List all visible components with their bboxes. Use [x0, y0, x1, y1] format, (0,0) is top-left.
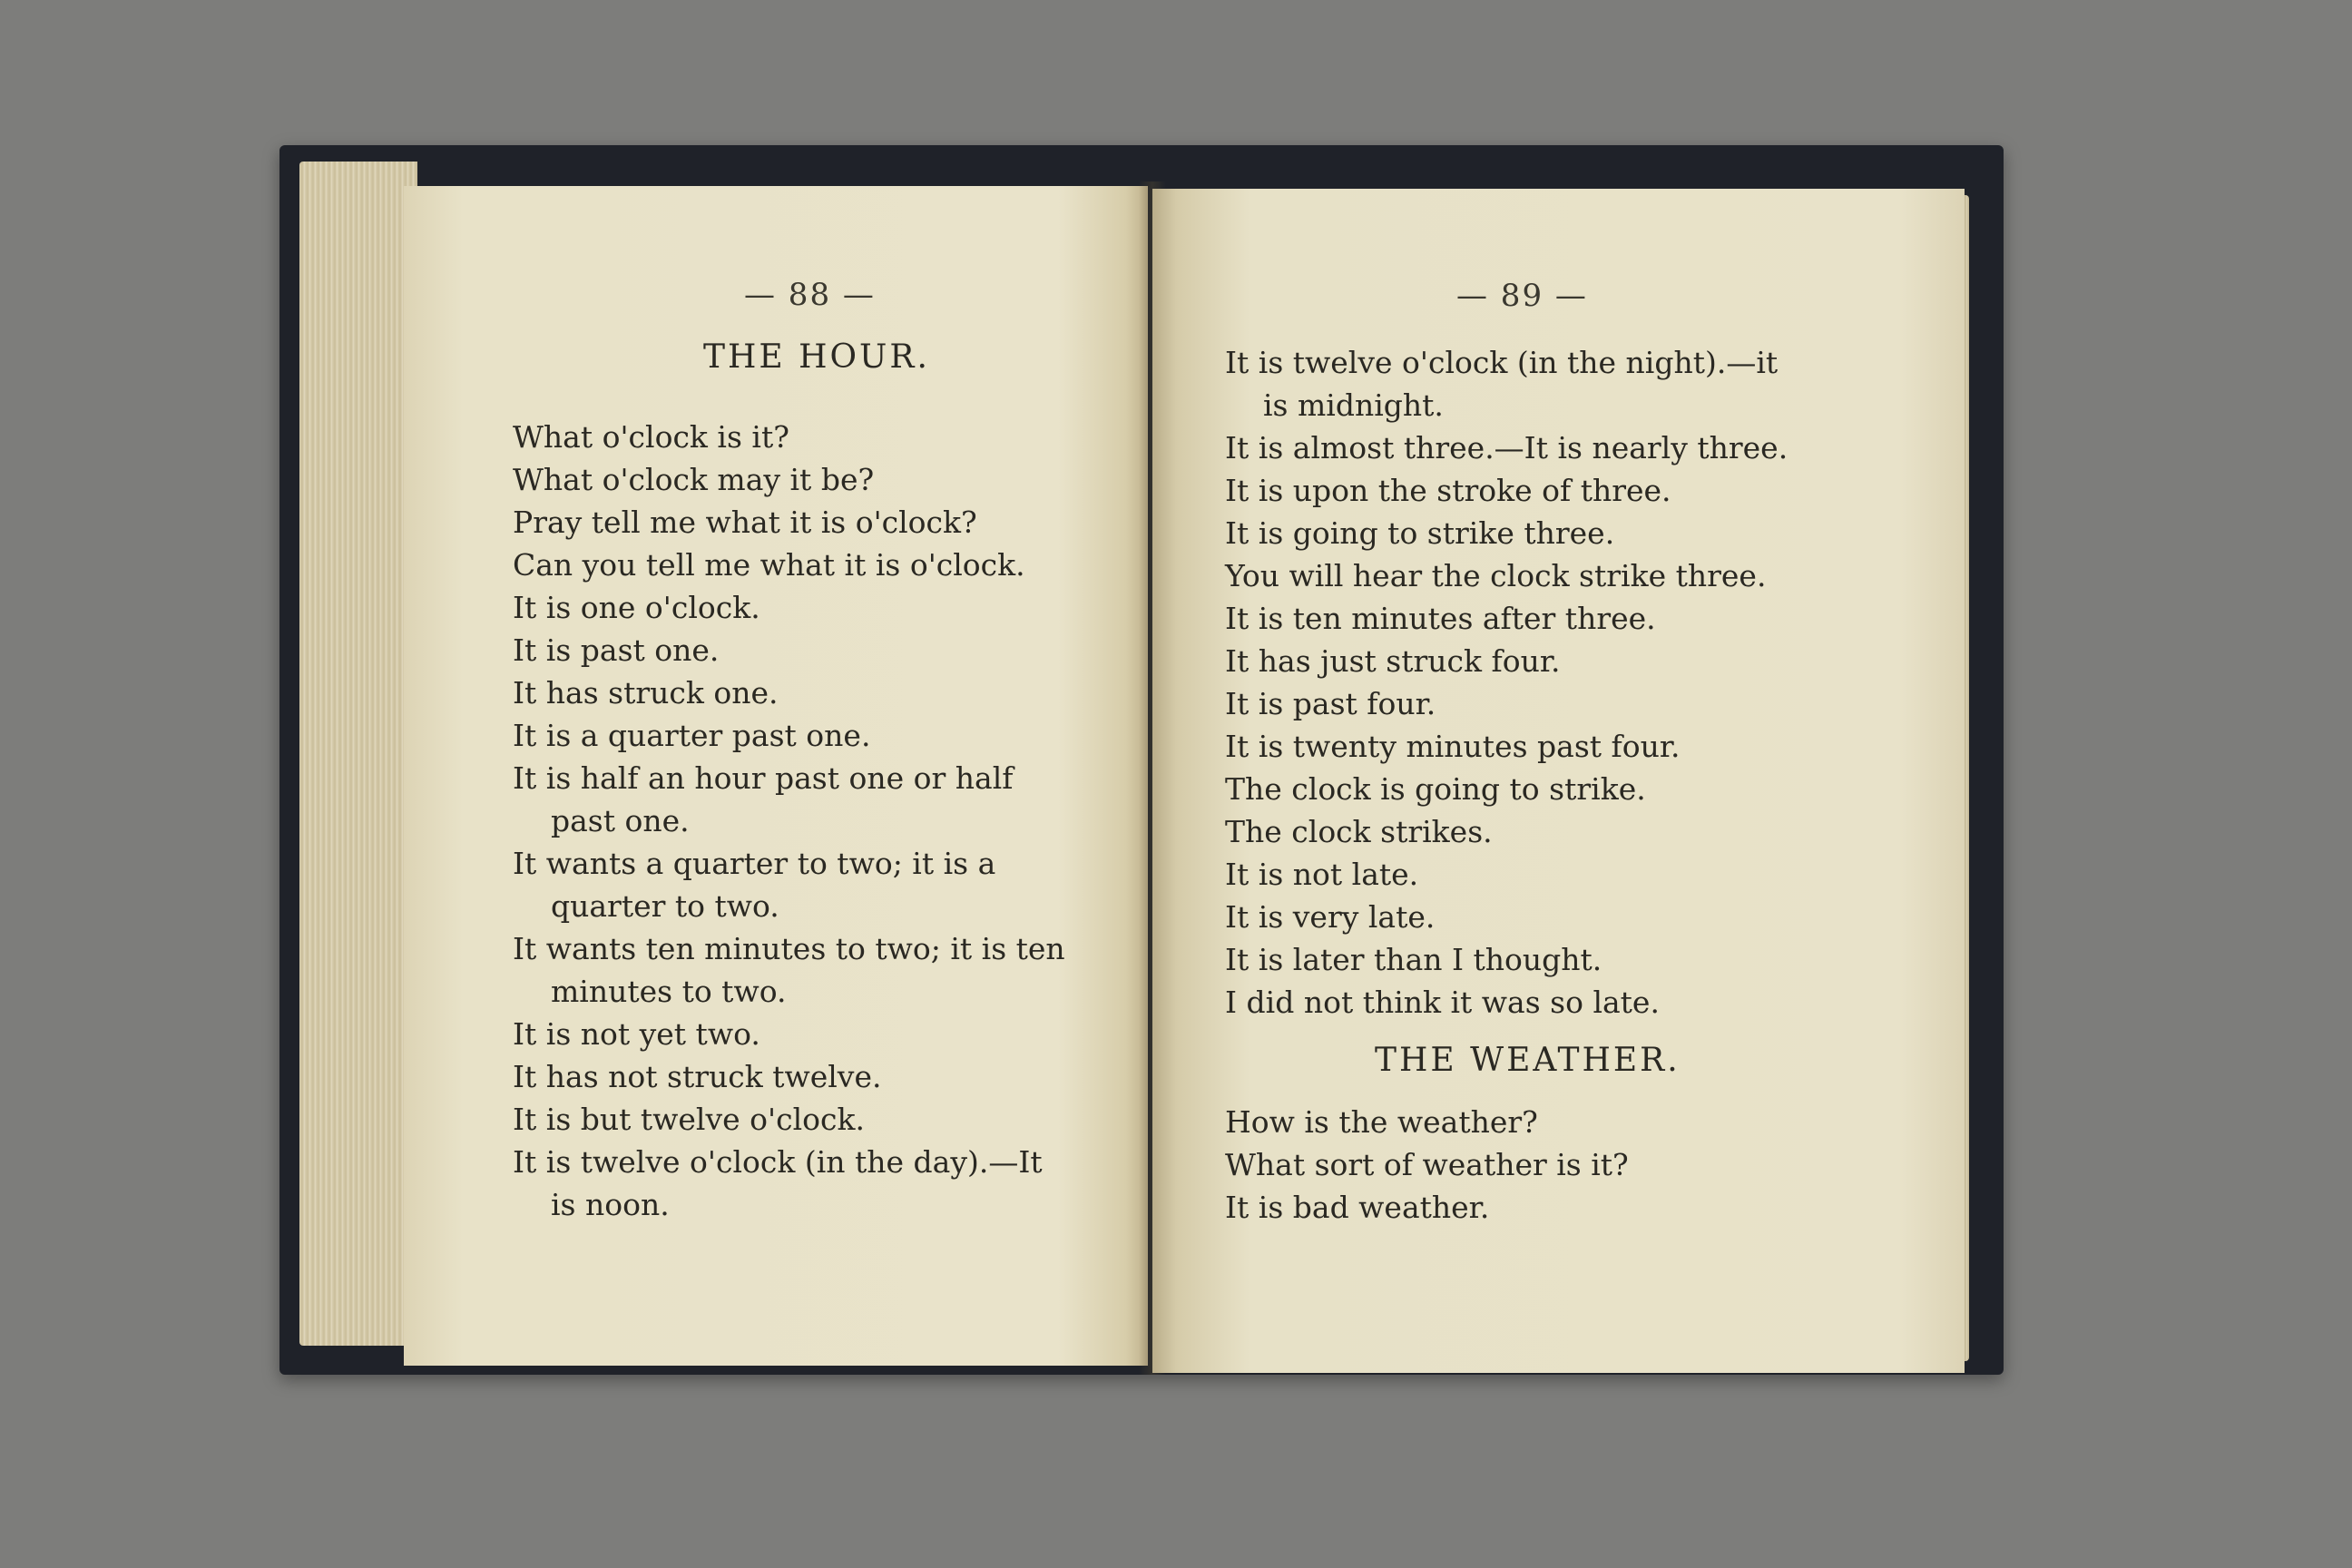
text-line: It is going to strike three. — [1225, 515, 1615, 551]
section-heading: THE WEATHER. — [1375, 1042, 1681, 1079]
text-line: is midnight. — [1263, 387, 1444, 423]
text-line: It is past one. — [513, 632, 720, 668]
text-line: The clock is going to strike. — [1225, 771, 1646, 807]
left-page — [404, 186, 1148, 1366]
text-line: It is twelve o'clock (in the day).—It — [513, 1144, 1043, 1180]
text-line: It is a quarter past one. — [513, 718, 871, 753]
text-line: It is very late. — [1225, 899, 1436, 935]
text-line: It wants ten minutes to two; it is ten — [513, 931, 1065, 966]
text-line: It is almost three.—It is nearly three. — [1225, 430, 1788, 466]
text-line: past one. — [551, 803, 690, 838]
text-line: It is half an hour past one or half — [513, 760, 1014, 796]
page-number: — 88 — — [744, 277, 876, 313]
body-text — [1225, 341, 1860, 1024]
text-line: Pray tell me what it is o'clock? — [513, 505, 977, 540]
text-line: It is later than I thought. — [1225, 942, 1602, 977]
section-heading: THE HOUR. — [703, 338, 930, 376]
text-line: It is past four. — [1225, 686, 1436, 721]
text-line: What o'clock is it? — [513, 419, 789, 455]
text-line: What o'clock may it be? — [513, 462, 875, 497]
text-line: It wants a quarter to two; it is a — [513, 846, 996, 881]
page-edges-left — [299, 162, 417, 1346]
page-number: — 89 — — [1456, 278, 1588, 314]
text-line: It is twelve o'clock (in the night).—it — [1225, 345, 1779, 380]
text-line: You will hear the clock strike three. — [1225, 558, 1767, 593]
text-line: It is twenty minutes past four. — [1225, 729, 1681, 764]
text-line: It has struck one. — [513, 675, 779, 710]
text-line: The clock strikes. — [1225, 814, 1493, 849]
text-line: It is not yet two. — [513, 1016, 760, 1052]
text-line: It has just struck four. — [1225, 643, 1561, 679]
text-line: minutes to two. — [551, 974, 787, 1009]
text-line: How is the weather? — [1225, 1104, 1538, 1140]
text-line: I did not think it was so late. — [1225, 985, 1660, 1020]
text-line: It is ten minutes after three. — [1225, 601, 1656, 636]
text-line: It is but twelve o'clock. — [513, 1102, 865, 1137]
text-line: quarter to two. — [551, 888, 779, 924]
text-line: It is one o'clock. — [513, 590, 760, 625]
text-line: It has not struck twelve. — [513, 1059, 882, 1094]
text-line: It is not late. — [1225, 857, 1419, 892]
text-line: What sort of weather is it? — [1225, 1147, 1629, 1182]
body-text — [513, 416, 1125, 1226]
body-text — [1225, 1101, 1860, 1229]
text-line: Can you tell me what it is o'clock. — [513, 547, 1025, 583]
text-line: It is bad weather. — [1225, 1190, 1490, 1225]
text-line: is noon. — [551, 1187, 670, 1222]
right-page — [1152, 189, 1965, 1373]
text-line: It is upon the stroke of three. — [1225, 473, 1671, 508]
